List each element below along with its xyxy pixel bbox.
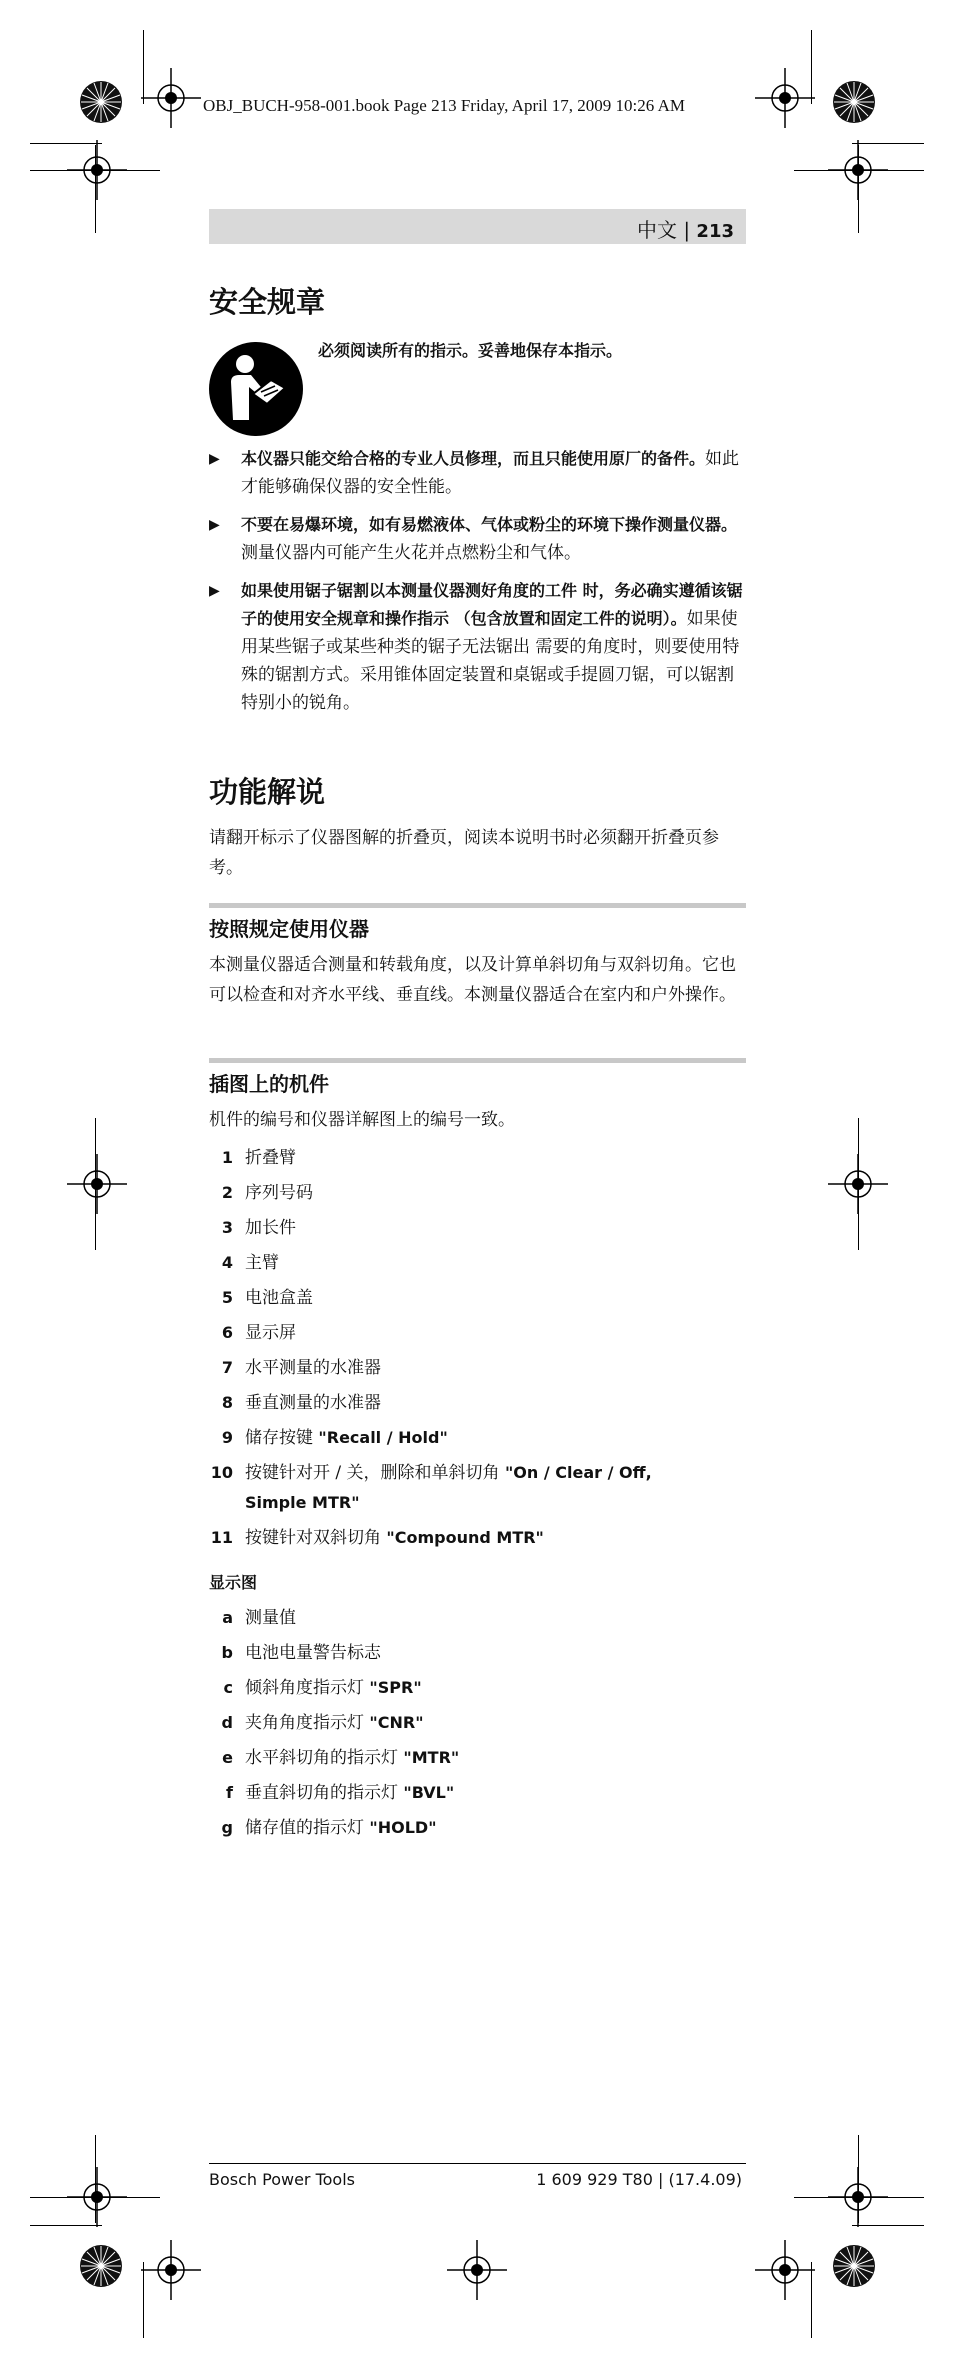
registration-target-icon [828, 140, 888, 200]
registration-target-icon [141, 2240, 201, 2300]
list-item: 7 水平测量的水准器 [221, 1358, 381, 1378]
list-item: d 夹角角度指示灯 "CNR" [221, 1713, 424, 1733]
section-divider [209, 1058, 746, 1063]
star-target-icon [80, 81, 122, 123]
header-separator: | [676, 218, 697, 242]
footer-rule [209, 2163, 746, 2164]
footer-doc-number: 1 609 929 T80 | (17.4.09) [536, 2170, 742, 2189]
read-manual-icon [209, 342, 303, 436]
safety-bullet: ▶ 本仪器只能交给合格的专业人员修理，而且只能使用原厂的备件。如此才能够确保仪器的安全性能。 [209, 445, 746, 501]
section-title-safety: 安全规章 [209, 285, 326, 319]
bullet-arrow-icon: ▶ [209, 583, 220, 599]
function-intro: 请翻开标示了仪器图解的折叠页，阅读本说明书时必须翻开折叠页参考。 [209, 828, 719, 878]
list-item: 3 加长件 [221, 1218, 296, 1238]
section-title-intended-use: 按照规定使用仪器 [209, 917, 369, 941]
list-item: 10 按键针对开 / 关，删除和单斜切角 "On / Clear / Off, Simple MTR" [210, 1463, 652, 1512]
section-title-function: 功能解说 [209, 775, 326, 809]
list-item: e 水平斜切角的指示灯 "MTR" [222, 1748, 460, 1768]
list-item: g 储存值的指示灯 "HOLD" [221, 1818, 437, 1838]
registration-target-icon [67, 2167, 127, 2227]
registration-target-icon [828, 1154, 888, 1214]
list-item: a 测量值 [222, 1608, 296, 1628]
registration-target-icon [67, 140, 127, 200]
list-item: 9 储存按键 "Recall / Hold" [221, 1428, 448, 1448]
section-divider [209, 903, 746, 908]
warning-read-instructions: 必须阅读所有的指示。妥善地保存本指示。 [318, 341, 623, 360]
registration-target-icon [755, 68, 815, 128]
list-item: f 垂直斜切角的指示灯 "BVL" [226, 1783, 455, 1803]
list-item: 2 序列号码 [221, 1183, 313, 1203]
registration-target-icon [67, 1154, 127, 1214]
list-item: 4 主臂 [221, 1253, 279, 1273]
intended-use-text: 本测量仪器适合测量和转载角度，以及计算单斜切角与双斜切角。它也可以检查和对齐水平线、垂直线。本测量仪器适合在室内和户外操作。 [209, 955, 736, 1005]
list-item: 8 垂直测量的水准器 [221, 1393, 381, 1413]
safety-bullet: ▶ 不要在易爆环境，如有易燃液体、气体或粉尘的环境下操作测量仪器。测量仪器内可能产生火花并点燃粉尘和气体。 [209, 511, 746, 567]
section-title-components: 插图上的机件 [209, 1072, 329, 1096]
star-target-icon [833, 81, 875, 123]
components-intro: 机件的编号和仪器详解图上的编号一致。 [209, 1110, 515, 1130]
bullet-arrow-icon: ▶ [209, 517, 220, 533]
star-target-icon [833, 2245, 875, 2287]
print-header: OBJ_BUCH-958-001.book Page 213 Friday, April 17, 2009 10:26 AM [203, 96, 685, 115]
registration-target-icon [755, 2240, 815, 2300]
safety-bullet: ▶ 如果使用锯子锯割以本测量仪器测好角度的工件 时，务必确实遵循该锯子的使用安全规章和操作指示 （包含放置和固定工件的说明）。如果使用某些锯子或某些种类的锯子无法锯出 需要的角度时，则要使用特殊的锯割方式。采用锥体固定装置和桌锯或手提圆刀锯，可以锯割特别小的锐角。 [209, 577, 746, 717]
list-item: 1 折叠臂 [221, 1148, 296, 1168]
section-title-display: 显示图 [209, 1573, 258, 1592]
registration-target-icon [828, 2167, 888, 2227]
registration-target-icon [141, 68, 201, 128]
footer-publisher: Bosch Power Tools [209, 2170, 355, 2189]
header-language: 中文 [636, 218, 677, 242]
running-header [209, 209, 746, 244]
star-target-icon [80, 2245, 122, 2287]
list-item: 5 电池盒盖 [221, 1288, 313, 1308]
bullet-arrow-icon: ▶ [209, 451, 220, 467]
registration-target-icon [447, 2240, 507, 2300]
list-item: c 倾斜角度指示灯 "SPR" [223, 1678, 422, 1698]
page-number: 213 [696, 221, 734, 242]
list-item: 11 按键针对双斜切角 "Compound MTR" [210, 1528, 544, 1548]
list-item: 6 显示屏 [221, 1323, 296, 1343]
list-item: b 电池电量警告标志 [221, 1643, 381, 1663]
